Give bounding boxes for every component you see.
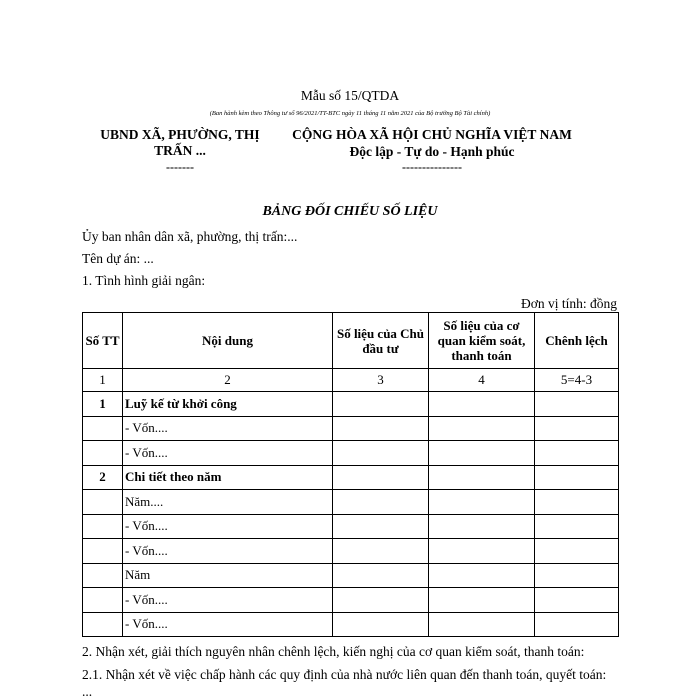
row-difference-value [535, 514, 619, 539]
column-number: 1 [83, 369, 123, 392]
row-content: - Vốn.... [123, 588, 333, 613]
unit-label: Đơn vị tính: đồng [520, 296, 617, 311]
table-row [83, 539, 619, 564]
row-control-agency-value [429, 392, 535, 417]
committee-line: Ủy ban nhân dân xã, phường, thị trấn:... [82, 229, 298, 244]
row-content: - Vốn.... [123, 416, 333, 441]
row-control-agency-value [429, 490, 535, 515]
header-content: Nội dung [123, 313, 333, 369]
table-row [83, 588, 619, 613]
column-number: 3 [333, 369, 429, 392]
row-investor-value [333, 392, 429, 417]
national-title: CỘNG HÒA XÃ HỘI CHỦ NGHĨA VIỆT NAM [292, 127, 572, 142]
row-investor-value [333, 441, 429, 466]
row-content: - Vốn.... [123, 612, 333, 637]
table-row [83, 563, 619, 588]
row-difference-value [535, 588, 619, 613]
row-difference-value [535, 563, 619, 588]
row-content: Chi tiết theo năm [123, 465, 333, 490]
row-investor-value [333, 465, 429, 490]
left-separator: ------- [166, 160, 194, 174]
row-stt [83, 539, 123, 564]
table-row [83, 392, 619, 417]
reconciliation-table [82, 312, 619, 637]
row-difference-value [535, 392, 619, 417]
column-number: 5=4-3 [535, 369, 619, 392]
row-investor-value [333, 612, 429, 637]
table-row [83, 441, 619, 466]
row-difference-value [535, 465, 619, 490]
issued-note: (Ban hành kèm theo Thông tư số 96/2021/TT-BTC ngày 11 tháng 11 năm 2021 của Bộ trưởng Bộ Tài chính) [209, 110, 491, 117]
row-stt: 2 [83, 465, 123, 490]
right-separator: --------------- [402, 160, 462, 174]
national-motto: Độc lập - Tự do - Hạnh phúc [349, 144, 515, 159]
row-content: - Vốn.... [123, 514, 333, 539]
row-investor-value [333, 563, 429, 588]
row-stt [83, 563, 123, 588]
table-row [83, 416, 619, 441]
row-control-agency-value [429, 514, 535, 539]
row-control-agency-value [429, 539, 535, 564]
row-stt [83, 514, 123, 539]
row-difference-value [535, 416, 619, 441]
column-number-row [83, 369, 619, 392]
row-stt [83, 416, 123, 441]
table-row [83, 490, 619, 515]
row-stt [83, 588, 123, 613]
header-stt: Số TT [83, 313, 123, 369]
row-stt [83, 612, 123, 637]
section-1-heading: 1. Tình hình giải ngân: [82, 273, 206, 288]
row-content: - Vốn.... [123, 441, 333, 466]
table-row [83, 612, 619, 637]
row-control-agency-value [429, 588, 535, 613]
header-control-agency-data: Số liệu của cơ quan kiểm soát, thanh toán [429, 313, 535, 369]
row-control-agency-value [429, 441, 535, 466]
section-2-heading: 2. Nhận xét, giải thích nguyên nhân chênh lệch, kiến nghị của cơ quan kiểm soát, thanh toán: [82, 644, 585, 659]
row-difference-value [535, 490, 619, 515]
row-content: Luỹ kế từ khởi công [123, 392, 333, 417]
table-row [83, 514, 619, 539]
table-row [83, 465, 619, 490]
row-stt: 1 [83, 392, 123, 417]
section-2-1-heading: 2.1. Nhận xét về việc chấp hành các quy định của nhà nước liên quan đến thanh toán, quyết toán: [82, 667, 607, 682]
row-control-agency-value [429, 416, 535, 441]
form-number: Mẫu số 15/QTDA [300, 88, 400, 103]
row-control-agency-value [429, 465, 535, 490]
issuing-organization: UBND XÃ, PHƯỜNG, THỊ TRẤN ... [100, 127, 260, 158]
row-stt [83, 441, 123, 466]
row-investor-value [333, 588, 429, 613]
row-content: Năm.... [123, 490, 333, 515]
project-line: Tên dự án: ... [82, 251, 154, 266]
row-control-agency-value [429, 612, 535, 637]
row-investor-value [333, 539, 429, 564]
row-difference-value [535, 539, 619, 564]
column-number: 2 [123, 369, 333, 392]
row-investor-value [333, 514, 429, 539]
column-number: 4 [429, 369, 535, 392]
row-control-agency-value [429, 563, 535, 588]
document-title: BẢNG ĐỐI CHIẾU SỐ LIỆU [262, 204, 438, 219]
header-difference: Chênh lệch [535, 313, 619, 369]
row-investor-value [333, 490, 429, 515]
section-2-1-ellipsis: ... [82, 684, 93, 699]
row-difference-value [535, 612, 619, 637]
row-content: - Vốn.... [123, 539, 333, 564]
header-investor-data: Số liệu của Chủ đầu tư [333, 313, 429, 369]
row-investor-value [333, 416, 429, 441]
row-stt [83, 490, 123, 515]
row-difference-value [535, 441, 619, 466]
row-content: Năm [123, 563, 333, 588]
